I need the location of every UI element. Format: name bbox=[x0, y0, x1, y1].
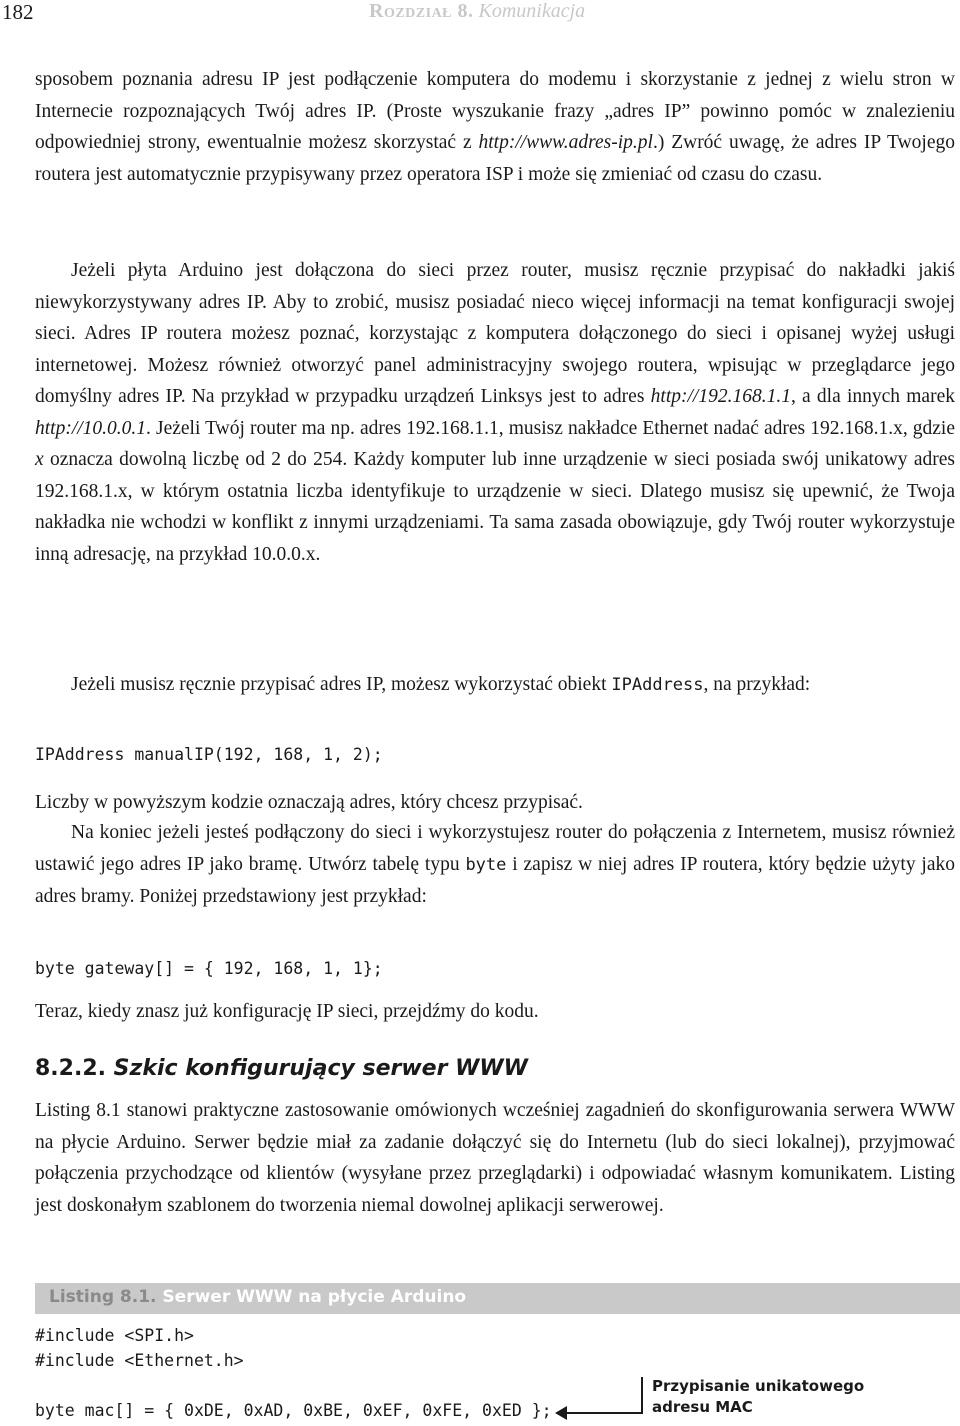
paragraph-3-text-b: , na przykład: bbox=[703, 674, 811, 695]
running-header bbox=[0, 0, 960, 24]
paragraph-1-text-b: .) Zwróć uwagę, że adres IP Twojego routera jest automatycznie przypisywany przez operatora ISP i może się zmieniać od czasu do czasu. bbox=[35, 132, 955, 185]
listing-caption-bar bbox=[35, 1283, 960, 1314]
chapter-label: Rozdział 8. bbox=[369, 0, 474, 22]
paragraph-5-text-a: Na koniec jeżeli jesteś podłączony do sieci i wykorzystujesz router do połączenia z Internetem, musisz również ustawić jego adres IP jako bramę. Utwórz tabelę typu bbox=[35, 822, 955, 875]
annotation-connector bbox=[641, 1377, 643, 1413]
paragraph-3 bbox=[35, 669, 955, 702]
annotation-line-1: Przypisanie unikatowego bbox=[652, 1377, 865, 1395]
listing-annotation bbox=[652, 1376, 864, 1418]
section-number: 8.2.2. bbox=[35, 1056, 106, 1081]
listing-line: byte mac[] = { 0xDE, 0xAD, 0xBE, 0xEF, 0xFE, 0xED }; bbox=[35, 1401, 552, 1420]
paragraph-2-text-b: , a dla innych marek bbox=[790, 386, 955, 407]
running-head bbox=[369, 0, 585, 23]
page-number: 182 bbox=[2, 0, 34, 24]
arrow-left-icon bbox=[555, 1406, 567, 1420]
section-title: Szkic konfigurujący serwer WWW bbox=[113, 1056, 528, 1081]
ipaddress-code: IPAddress bbox=[611, 675, 704, 695]
annotation-connector bbox=[565, 1412, 643, 1414]
variable-x: x bbox=[35, 449, 44, 470]
listing-caption bbox=[49, 1287, 466, 1307]
paragraph-2-text-d: oznacza dowolną liczbę od 2 do 254. Każdy komputer lub inne urządzenie w sieci posiada swój unikatowy adres 192.168.1.x, w którym ostatnia liczba identyfikuje to urządzenie w sieci. Dlatego musisz się upewnić, że Twoja nakładka nie wchodzi w konflikt z innymi urządzeniami. Ta sama zasada obowiązuje, gdy Twój router wykorzystuje inną adresację, na przykład 10.0.0.x. bbox=[35, 449, 955, 565]
paragraph-3-text-a: Jeżeli musisz ręcznie przypisać adres IP, możesz wykorzystać obiekt bbox=[71, 674, 612, 695]
paragraph-2-text-a: Jeżeli płyta Arduino jest dołączona do sieci przez router, musisz ręcznie przypisać do nakładki jakiś niewykorzystywany adres IP. Aby to zrobić, musisz posiadać nieco więcej informacji na temat konfiguracji swojej sieci. Adres IP routera możesz poznać, korzystając z komputera dołączonego do sieci i opisanej wyżej usługi internetowej. Możesz również otworzyć panel administracyjny swojego routera, wpisując w przeglądarce jego domyślny adres IP. Na przykład w przypadku urządzeń Linksys jest to adres bbox=[35, 260, 955, 407]
section-heading bbox=[35, 1056, 528, 1081]
chapter-title: Komunikacja bbox=[478, 0, 586, 22]
listing-line: #include <Ethernet.h> bbox=[35, 1351, 244, 1370]
annotation-line-2: adresu MAC bbox=[652, 1398, 753, 1416]
byte-code: byte bbox=[465, 854, 507, 875]
paragraph-5 bbox=[35, 817, 955, 913]
listing-label: Listing 8.1. bbox=[49, 1287, 157, 1307]
paragraph-7: Listing 8.1 stanowi praktyczne zastosowanie omówionych wcześniej zagadnień do skonfigurowania serwera WWW na płycie Arduino. Serwer będzie miał za zadanie dołączyć się do Internetu (lub do sieci lokalnej), przyjmować połączenia przychodzące od klientów (wysyłane przez przeglądarki) i odpowiadać własnym komunikatem. Listing jest doskonałym szablonem do tworzenia niemal dowolnej aplikacji serwerowej. bbox=[35, 1100, 955, 1216]
linksys-link: http://192.168.1.1 bbox=[650, 386, 791, 407]
paragraph-2 bbox=[35, 255, 955, 570]
paragraph-4: Liczby w powyższym kodzie oznaczają adres, który chcesz przypisać. bbox=[35, 792, 583, 813]
paragraph-1-text-a: sposobem poznania adresu IP jest podłączenie komputera do modemu i skorzystanie z jednej z wielu stron w Internecie rozpoznających Twój adres IP. (Proste wyszukanie frazy „adres IP” powinno pomóc w znalezieniu odpowiedniej strony, ewentualnie możesz skorzystać z bbox=[35, 69, 955, 153]
paragraph-6: Teraz, kiedy znasz już konfigurację IP sieci, przejdźmy do kodu. bbox=[35, 1001, 539, 1022]
code-gateway: byte gateway[] = { 192, 168, 1, 1}; bbox=[35, 959, 383, 978]
paragraph-2-text-c: . Jeżeli Twój router ma np. adres 192.168.1.1, musisz nakładce Ethernet nadać adres 192.168.1.x, gdzie bbox=[146, 417, 955, 439]
listing-line: #include <SPI.h> bbox=[35, 1326, 194, 1345]
code-manual-ip: IPAddress manualIP(192, 168, 1, 2); bbox=[35, 745, 383, 764]
other-router-link: http://10.0.0.1 bbox=[35, 417, 147, 439]
adres-ip-link: http://www.adres-ip.pl bbox=[478, 132, 653, 153]
listing-title: Serwer WWW na płycie Arduino bbox=[162, 1287, 467, 1307]
paragraph-1 bbox=[35, 64, 955, 190]
paragraph-5-text-b: i zapisz w niej adres IP routera, który będzie użyty jako adres bramy. Poniżej przedstawiony jest przykład: bbox=[35, 853, 956, 907]
